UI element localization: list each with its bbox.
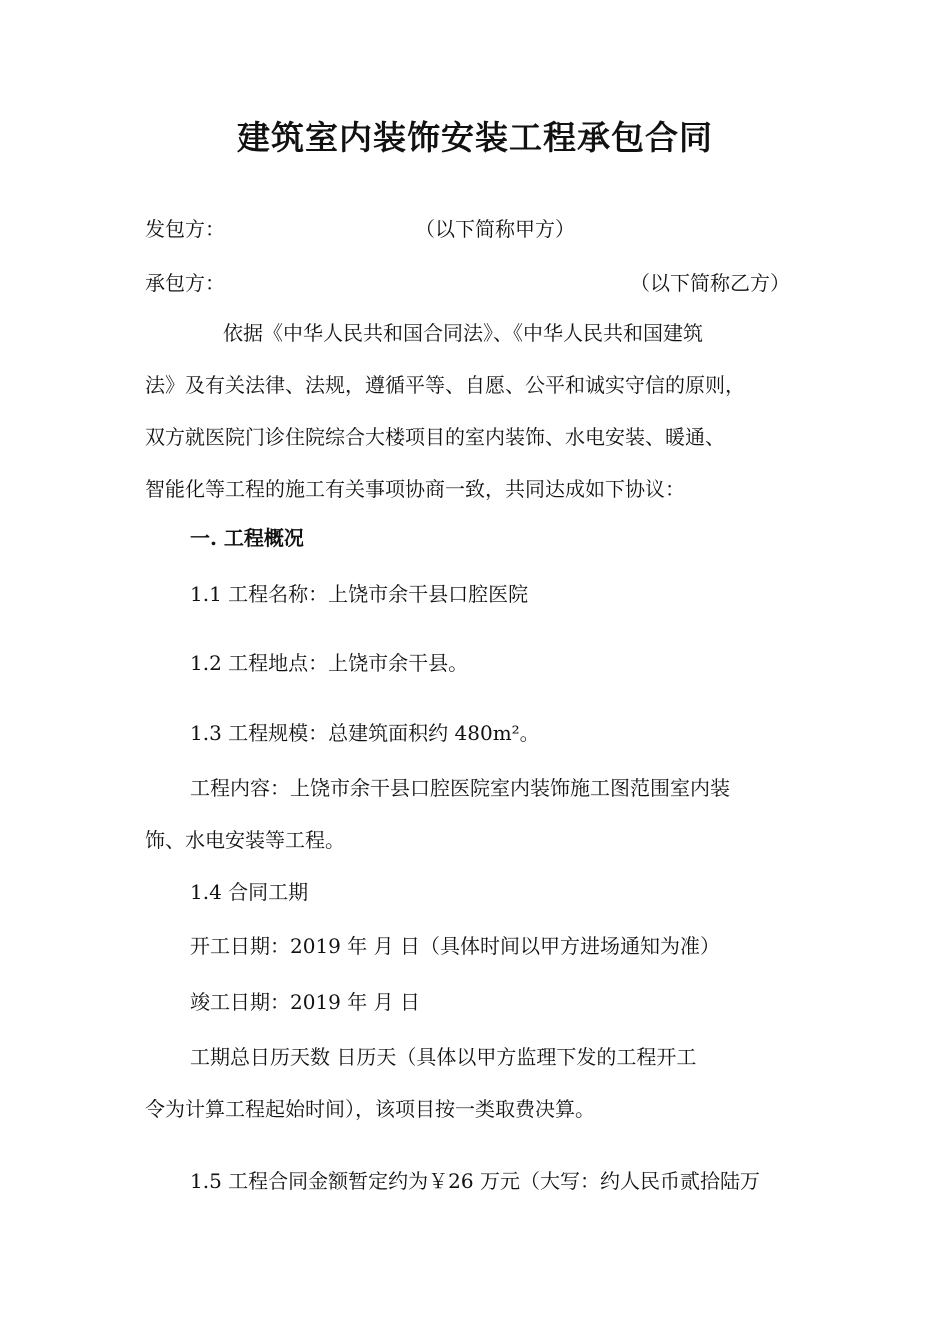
- project-scale: 1.3 工程规模：总建筑面积约 480m²。: [190, 721, 540, 745]
- end-date: 竣工日期：2019 年 月 日: [190, 990, 420, 1014]
- party-b-note: （以下简称乙方）: [630, 271, 790, 295]
- preamble-line: 双方就医院门诊住院综合大楼项目的室内装饰、水电安装、暖通、: [145, 425, 725, 449]
- total-days-line: 令为计算工程起始时间），该项目按一类取费决算。: [145, 1097, 595, 1121]
- project-name: 1.1 工程名称：上饶市余干县口腔医院: [190, 582, 529, 606]
- preamble-line: 法》及有关法律、法规，遵循平等、自愿、公平和诚实守信的原则，: [145, 373, 745, 397]
- project-content-line: 工程内容：上饶市余干县口腔医院室内装饰施工图范围室内装: [190, 776, 730, 800]
- party-a-note: （以下简称甲方）: [415, 217, 575, 241]
- preamble-line: 依据《中华人民共和国合同法》、《中华人民共和国建筑: [223, 321, 703, 345]
- preamble-line: 智能化等工程的施工有关事项协商一致，共同达成如下协议：: [145, 477, 685, 501]
- document-title: 建筑室内装饰安装工程承包合同: [237, 118, 713, 157]
- party-b-label: 承包方：: [145, 271, 225, 295]
- total-days-line: 工期总日历天数 日历天（具体以甲方监理下发的工程开工: [190, 1045, 697, 1069]
- project-content-line: 饰、水电安装等工程。: [145, 828, 345, 852]
- project-location: 1.2 工程地点：上饶市余干县。: [190, 651, 469, 675]
- contract-amount: 1.5 工程合同金额暂定约为￥26 万元（大写：约人民币贰拾陆万: [190, 1169, 760, 1193]
- section-heading: 一. 工程概况: [190, 526, 304, 550]
- contract-period-heading: 1.4 合同工期: [190, 880, 309, 904]
- party-a-label: 发包方：: [145, 217, 225, 241]
- start-date: 开工日期：2019 年 月 日（具体时间以甲方进场通知为准）: [190, 934, 720, 958]
